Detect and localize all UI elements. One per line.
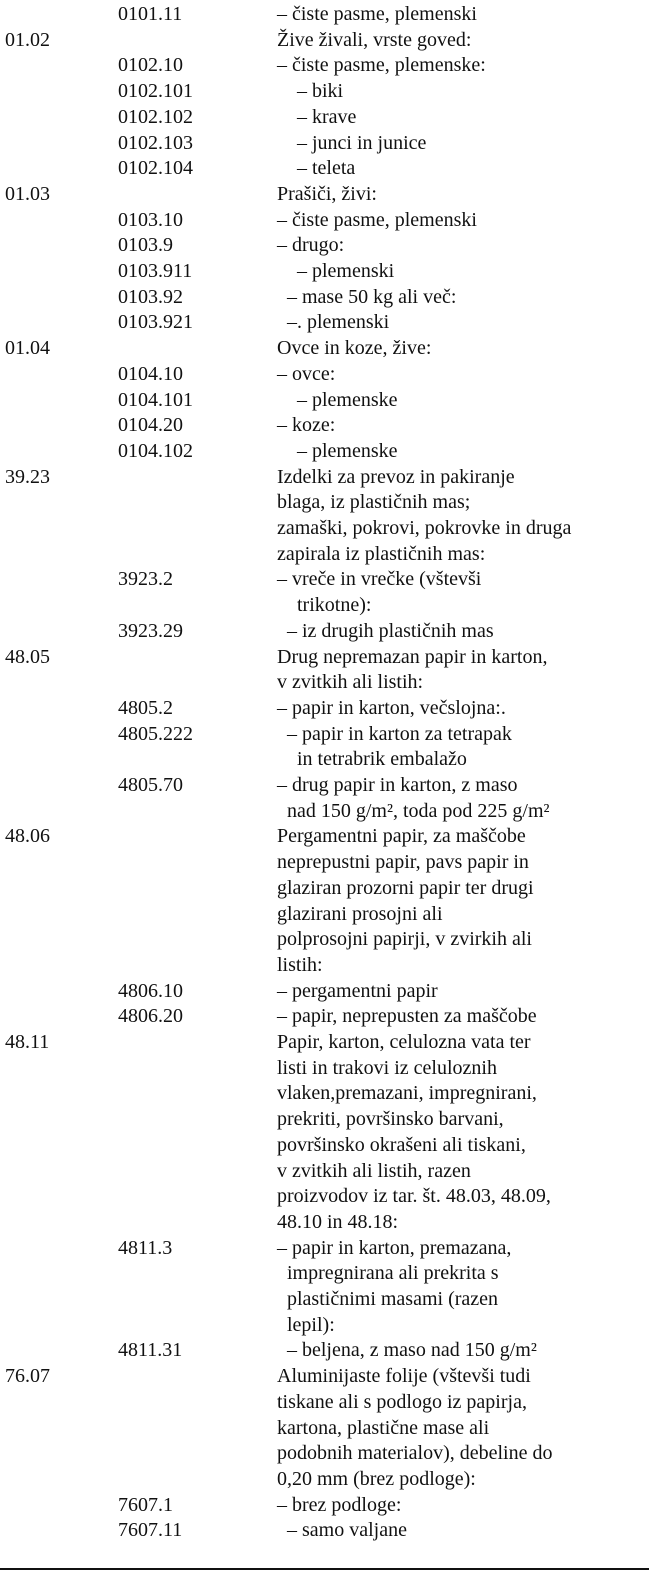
description: – čiste pasme, plemenski	[277, 3, 477, 25]
tariff-row	[0, 747, 649, 771]
description: – papir in karton za tetrapak	[277, 722, 512, 745]
subheading-code: 4805.70	[118, 774, 183, 796]
tariff-row	[0, 619, 649, 643]
description: – drugo:	[277, 234, 345, 257]
description: kartona, plastične mase ali	[277, 1416, 490, 1439]
subheading-code: 4805.222	[118, 722, 193, 745]
tariff-row	[0, 1107, 649, 1131]
tariff-row	[0, 696, 649, 720]
subheading-code: 0103.10	[118, 208, 183, 231]
description: – teleta	[277, 157, 356, 180]
subheading-code: 0103.9	[118, 234, 173, 257]
tariff-row	[0, 1261, 649, 1285]
tariff-row	[0, 1467, 649, 1491]
tariff-row	[0, 902, 649, 926]
description: Izdelki za prevoz in pakiranje	[277, 465, 515, 488]
description: – biki	[277, 80, 344, 103]
heading-code: 76.07	[5, 1365, 50, 1388]
tariff-row	[0, 876, 649, 900]
subheading-code: 0104.10	[118, 362, 183, 385]
tariff-row	[0, 1004, 649, 1028]
tariff-row	[0, 1236, 649, 1260]
description: listi in trakovi iz celuloznih	[277, 1056, 497, 1079]
description: prekriti, površinsko barvani,	[277, 1108, 504, 1131]
heading-code: 39.23	[5, 465, 50, 488]
tariff-row	[0, 1056, 649, 1080]
tariff-row	[0, 79, 649, 103]
description: nad 150 g/m², toda pod 225 g/m²	[277, 799, 550, 822]
description: – drug papir in karton, z maso	[277, 774, 518, 796]
tariff-row	[0, 1518, 649, 1542]
description: blaga, iz plastičnih mas;	[277, 491, 471, 514]
tariff-row	[0, 542, 649, 566]
description: – brez podloge:	[277, 1493, 402, 1516]
tariff-row	[0, 1184, 649, 1208]
description: Žive živali, vrste goved:	[277, 28, 472, 51]
description: – plemenske	[277, 439, 398, 462]
subheading-code: 4811.31	[118, 1339, 183, 1362]
tariff-row	[0, 645, 649, 669]
tariff-row	[0, 773, 649, 797]
heading-code: 48.05	[5, 645, 50, 668]
description: podobnih materialov), debeline do	[277, 1442, 553, 1465]
tariff-row	[0, 131, 649, 155]
description: lepil):	[277, 1313, 335, 1336]
tariff-row	[0, 53, 649, 77]
heading-code: 01.02	[5, 28, 50, 51]
description: v zvitkih ali listih, razen	[277, 1159, 471, 1182]
description: – vreče in vrečke (vštevši	[277, 568, 482, 591]
description: tiskane ali s podlogo iz papirja,	[277, 1390, 527, 1413]
description: – iz drugih plastičnih mas	[277, 619, 494, 642]
subheading-code: 0102.103	[118, 131, 193, 154]
subheading-code: 0104.101	[118, 388, 193, 411]
heading-code: 01.04	[5, 337, 50, 360]
description: –. plemenski	[277, 311, 390, 334]
description: zapirala iz plastičnih mas:	[277, 542, 486, 565]
description: glaziran prozorni papir ter drugi	[277, 876, 534, 899]
description: – mase 50 kg ali več:	[277, 285, 457, 308]
tariff-row	[0, 105, 649, 129]
tariff-row	[0, 1030, 649, 1054]
tariff-row	[0, 1081, 649, 1105]
tariff-row	[0, 824, 649, 848]
description: listih:	[277, 953, 323, 976]
description: – beljena, z maso nad 150 g/m²	[277, 1339, 537, 1362]
tariff-row	[0, 182, 649, 206]
description: impregnirana ali prekrita s	[277, 1262, 499, 1285]
tariff-row	[0, 1210, 649, 1234]
tariff-row	[0, 1390, 649, 1414]
subheading-code: 0103.92	[118, 285, 183, 308]
subheading-code: 7607.1	[118, 1493, 173, 1516]
tariff-row	[0, 1159, 649, 1183]
tariff-row	[0, 799, 649, 823]
subheading-code: 0102.10	[118, 54, 183, 77]
description: – junci in junice	[277, 131, 427, 154]
tariff-row	[0, 1416, 649, 1440]
description: – čiste pasme, plemenske:	[277, 54, 486, 77]
description: polprosojni papirji, v zvirkih ali	[277, 928, 532, 951]
tariff-row	[0, 593, 649, 617]
tariff-row	[0, 927, 649, 951]
tariff-row	[0, 259, 649, 283]
description: – pergamentni papir	[277, 979, 438, 1002]
description: Papir, karton, celulozna vata ter	[277, 1031, 531, 1053]
description: Aluminijaste folije (vštevši tudi	[277, 1365, 531, 1388]
tariff-row	[0, 1338, 649, 1362]
subheading-code: 4805.2	[118, 696, 173, 719]
tariff-row	[0, 1493, 649, 1517]
tariff-row	[0, 670, 649, 694]
tariff-row	[0, 1441, 649, 1465]
tariff-row	[0, 208, 649, 232]
subheading-code: 0102.102	[118, 105, 193, 128]
description: – papir in karton, premazana,	[277, 1236, 512, 1259]
description: – krave	[277, 105, 357, 128]
tariff-row	[0, 953, 649, 977]
description: zamaški, pokrovi, pokrovke in druga	[277, 517, 572, 539]
description: Ovce in koze, žive:	[277, 337, 432, 360]
subheading-code: 0103.911	[118, 260, 193, 282]
tariff-row	[0, 567, 649, 591]
description: neprepustni papir, pavs papir in	[277, 851, 529, 874]
subheading-code: 0103.921	[118, 311, 193, 334]
subheading-code: 3923.29	[118, 619, 183, 642]
description: proizvodov iz tar. št. 48.03, 48.09,	[277, 1185, 551, 1208]
description: v zvitkih ali listih:	[277, 671, 424, 694]
tariff-row	[0, 722, 649, 746]
tariff-row	[0, 336, 649, 360]
subheading-code: 3923.2	[118, 568, 173, 591]
tariff-row	[0, 979, 649, 1003]
heading-code: 01.03	[5, 182, 50, 205]
description: površinsko okrašeni ali tiskani,	[277, 1133, 526, 1156]
description: plastičnimi masami (razen	[277, 1288, 499, 1310]
description: Prašiči, živi:	[277, 182, 377, 205]
tariff-row	[0, 1313, 649, 1337]
subheading-code: 4806.20	[118, 1005, 183, 1028]
tariff-row	[0, 1364, 649, 1388]
description: – papir, neprepusten za maščobe	[277, 1005, 537, 1028]
tariff-row	[0, 156, 649, 180]
description: 0,20 mm (brez podloge):	[277, 1467, 476, 1490]
subheading-code: 0104.20	[118, 414, 183, 437]
subheading-code: 4806.10	[118, 979, 183, 1002]
tariff-row	[0, 1133, 649, 1157]
heading-code: 48.06	[5, 825, 50, 848]
description: – plemenski	[277, 260, 395, 282]
description: Drug nepremazan papir in karton,	[277, 645, 548, 668]
description: trikotne):	[277, 594, 372, 617]
description: glazirani prosojni ali	[277, 902, 443, 925]
description: – koze:	[277, 414, 336, 437]
tariff-row	[0, 388, 649, 412]
subheading-code: 4811.3	[118, 1236, 173, 1259]
tariff-row	[0, 285, 649, 309]
description: 48.10 in 48.18:	[277, 1210, 399, 1233]
description: – ovce:	[277, 362, 336, 385]
tariff-row	[0, 1287, 649, 1311]
description: in tetrabrik embalažo	[277, 748, 467, 771]
tariff-row	[0, 439, 649, 463]
subheading-code: 0101.11	[118, 3, 183, 25]
tariff-row	[0, 2, 649, 26]
subheading-code: 7607.11	[118, 1519, 183, 1542]
tariff-row	[0, 850, 649, 874]
bottom-rule	[0, 1568, 649, 1570]
description: – plemenske	[277, 388, 398, 411]
tariff-row	[0, 362, 649, 386]
description: – čiste pasme, plemenski	[277, 208, 477, 231]
tariff-row	[0, 490, 649, 514]
description: Pergamentni papir, za maščobe	[277, 825, 526, 848]
tariff-row	[0, 413, 649, 437]
description: vlaken,premazani, impregnirani,	[277, 1082, 537, 1105]
tariff-row	[0, 310, 649, 334]
tariff-row	[0, 465, 649, 489]
subheading-code: 0102.104	[118, 157, 193, 180]
heading-code: 48.11	[5, 1031, 50, 1053]
tariff-row	[0, 28, 649, 52]
description: – papir in karton, večslojna:.	[277, 696, 506, 719]
description: – samo valjane	[277, 1519, 407, 1542]
subheading-code: 0104.102	[118, 439, 193, 462]
subheading-code: 0102.101	[118, 80, 193, 103]
tariff-row	[0, 516, 649, 540]
tariff-row	[0, 233, 649, 257]
